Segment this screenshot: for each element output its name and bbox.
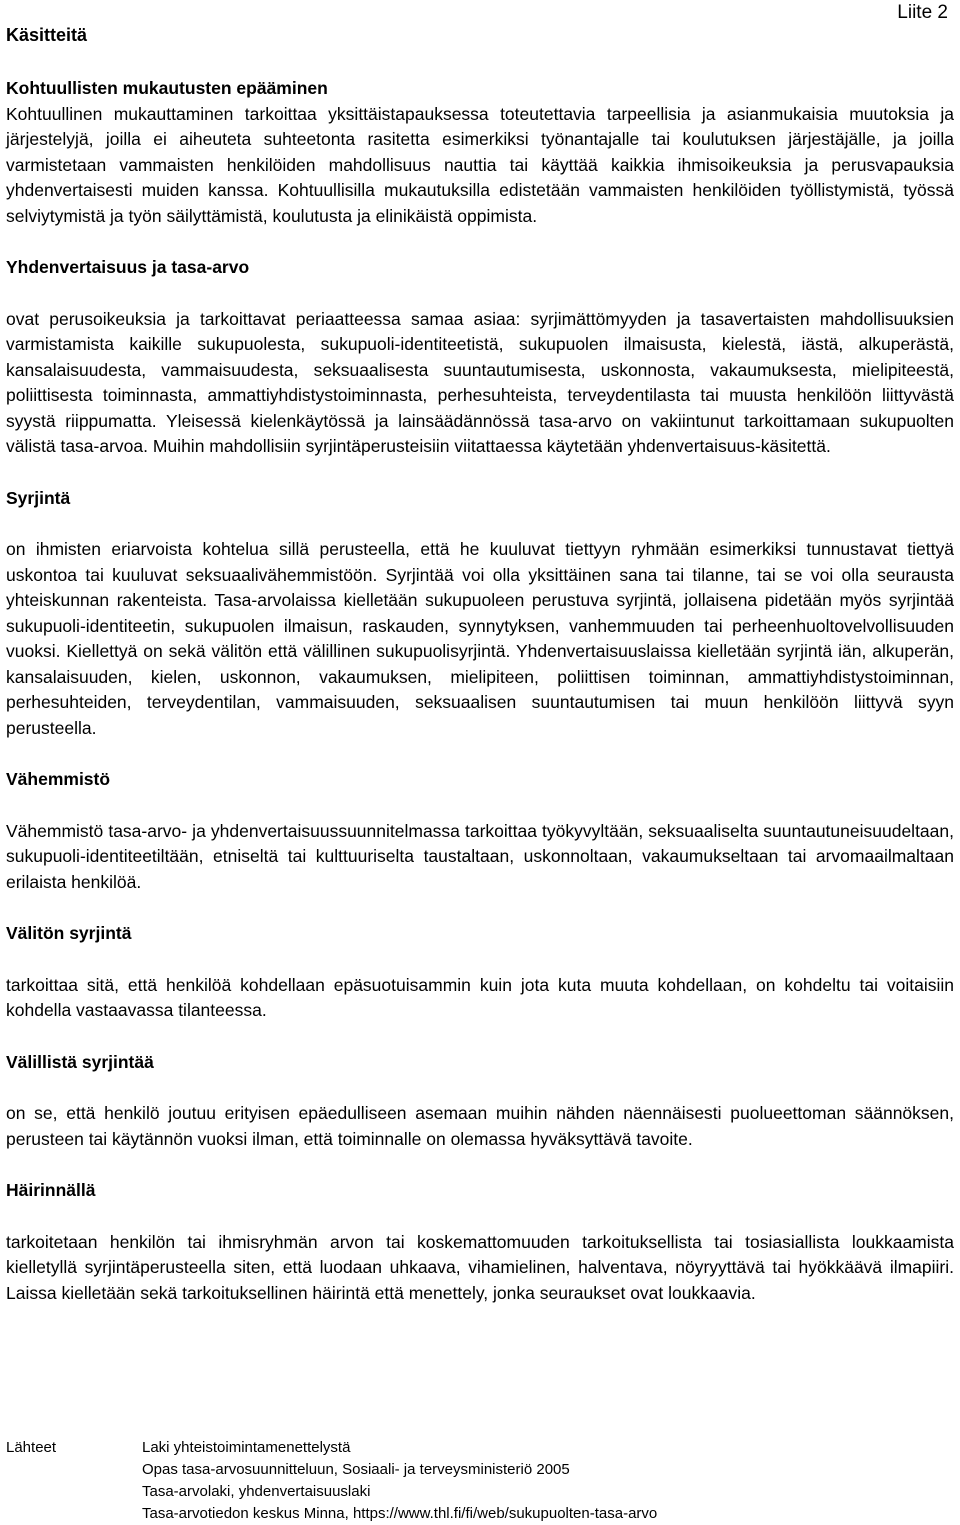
term-title: Kohtuullisten mukautusten epääminen [6, 78, 328, 98]
source-item: Laki yhteistoimintamenettelystä [142, 1439, 351, 1456]
term-indirect-discrimination [6, 1050, 954, 1153]
source-item: Opas tasa-arvosuunnitteluun, Sosiaali- ja terveysministeriö 2005 [142, 1461, 570, 1478]
terms-list [6, 76, 954, 1306]
source-item: Tasa-arvotiedon keskus Minna, https://www.thl.fi/fi/web/sukupuolten-tasa-arvo [142, 1505, 658, 1522]
term-definition: Vähemmistö tasa-arvo- ja yhdenvertaisuussuunnitelmassa tarkoittaa työkyvyltään, seksuaaliselta suuntautuneisuudeltaan, sukupuoli-identiteetiltään, etniseltä tai kulttuuriselta taustaltaan, uskonnoltaan, vakaumukseltaan tai arvomaailmaltaan erilaista henkilöä. [6, 820, 954, 892]
sources-label: Lähteet [6, 1439, 57, 1456]
term-definition: Kohtuullinen mukauttaminen tarkoittaa yksittäistapauksessa toteutettavia tarpeellisia ja asianmukaisia muutoksia ja järjestelyjä, joilla ei aiheuteta suhteetonta rasitetta esimerkiksi työnantajalle tai koulutuksen järjestäjälle, ja joilla varmistetaan vammaisten henkilöiden mahdollisuus nauttia tai käyttää kaikkia ihmisoikeuksia ja perusvapauksia yhdenvertaisesti muiden kanssa. Kohtuullisilla mukautuksilla edistetään vammaisten henkilöiden työllistymistä, työssä selviytymistä ja työn säilyttämistä, koulutusta ja elinikäistä oppimista. [6, 103, 954, 226]
sources-list [142, 1437, 657, 1525]
sources-section [6, 1437, 657, 1525]
term-title: Yhdenvertaisuus ja tasa-arvo [6, 257, 250, 277]
term-equality [6, 255, 954, 460]
attachment-label: Liite 2 [897, 2, 948, 23]
term-direct-discrimination [6, 921, 954, 1024]
source-item: Tasa-arvolaki, yhdenvertaisuuslaki [142, 1483, 371, 1500]
term-title: Vähemmistö [6, 769, 111, 789]
term-definition: tarkoitetaan henkilön tai ihmisryhmän arvon tai koskemattomuuden tarkoituksellista tai tosiasiallista loukkaamista kielletyllä syrjintäperusteella siten, että luodaan uhkaava, vihamielinen, halventava, nöyryyttävä tai hyökkäävä ilmapiiri. Laissa kielletään sekä tarkoituksellinen häirintä että menettely, jonka seuraukset ovat loukkaavia. [6, 1231, 954, 1303]
term-harassment [6, 1178, 954, 1306]
term-definition: on ihmisten eriarvoista kohtelua sillä perusteella, että he kuuluvat tiettyyn ryhmään esimerkiksi tunnustavat tiettyä uskontoa tai kuuluvat seksuaalivähemmistöön. Syrjintää voi olla yksittäinen sana tai tilanne, tai se voi olla seurausta yhteiskunnan rakenteista. Tasa-arvolaissa kielletään sukupuoleen perustuva syrjintä, jollaisena pidetään myös syrjintää sukupuoli-identiteetin, sukupuolen ilmaisun, raskauden, synnytyksen, vanhemmuuden tai perheenhuoltovelvollisuuden vuoksi. Kiellettyä on sekä välitön että välillinen sukupuolisyrjintä. Yhdenvertaisuuslaissa kielletään syrjintä iän, alkuperän, kansalaisuuden, kielen, uskonnon, vakaumuksen, mielipiteen, poliittisen toiminnan, ammattiyhdistystoiminnan, perhesuhteiden, terveydentilan, vammaisuuden, seksuaalisen suuntautumisen tai muun henkilöön liittyvä syyn perusteella. [6, 539, 954, 738]
document-title: Käsitteitä [6, 25, 88, 45]
term-definition: on se, että henkilö joutuu erityisen epäedulliseen asemaan muihin nähden näennäisesti puolueettoman säännöksen, perusteen tai käytännön vuoksi ilman, että toiminnalle on olemassa hyväksyttävä tavoite. [6, 1103, 954, 1149]
term-title: Häirinnällä [6, 1180, 96, 1200]
term-minority [6, 767, 954, 895]
term-discrimination [6, 486, 954, 742]
term-title: Välitön syrjintä [6, 923, 132, 943]
term-reasonable-accommodation [6, 76, 954, 229]
term-definition: tarkoittaa sitä, että henkilöä kohdellaan epäsuotuisammin kuin jota kuta muuta kohdellaan, on kohdeltu tai voitaisiin kohdella vastaavassa tilanteessa. [6, 974, 954, 1020]
term-title: Syrjintä [6, 487, 71, 508]
term-definition: ovat perusoikeuksia ja tarkoittavat periaatteessa samaa asiaa: syrjimättömyyden ja tasavertaisten mahdollisuuksien varmistamista kaikille sukupuolesta, sukupuoli-identiteetistä, sukupuolen ilmaisusta, kielestä, iästä, alkuperästä, kansalaisuudesta, vammaisuudesta, seksuaalisesta suuntautumisesta, uskonnosta, vakaumuksesta, mielipiteestä, poliittisesta toiminnasta, ammattiyhdistystoiminnasta, perhesuhteista, terveydentilasta tai muusta henkilöön liittyvästä syystä riippumatta. Yleisessä kielenkäytössä ja lainsäädännössä tasa-arvo on vakiintunut tarkoittamaan sukupuolten välistä tasa-arvoa. Muihin mahdollisiin syrjintäperusteisiin viitattaessa käytetään yhdenvertaisuus-käsitettä. [6, 308, 954, 456]
term-title: Välillistä syrjintää [6, 1051, 154, 1072]
